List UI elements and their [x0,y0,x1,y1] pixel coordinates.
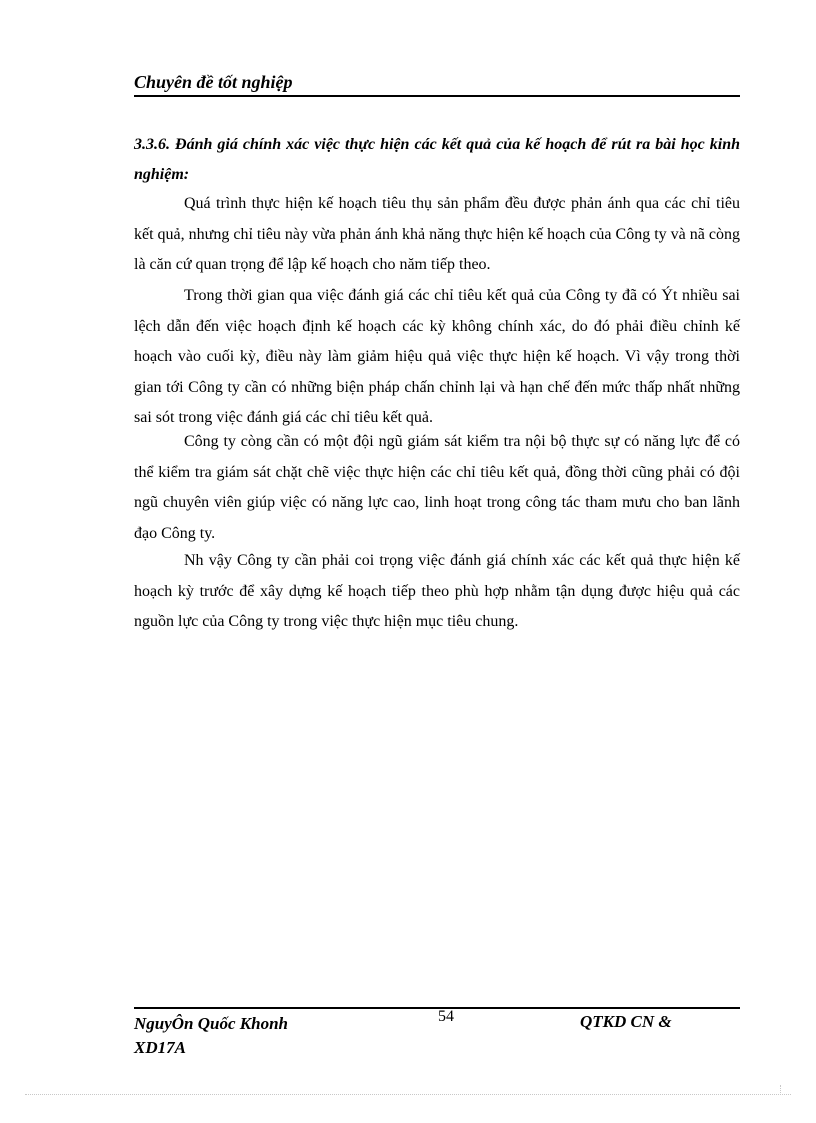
page-header-title: Chuyên đề tốt nghiệp [134,72,293,92]
paragraph-4: Nh vậy Công ty cần phải coi trọng việc đánh giá chính xác các kết quả thực hiện kế hoạch kỳ trước để xây dựng kế hoạch tiếp theo phù hợp nhằm tận dụng được hiệu quả các nguồn lực của Công ty trong việc thực hiện mục tiêu chung. [134,552,740,630]
footer-divider [134,1007,740,1009]
paragraph-2: Trong thời gian qua việc đánh giá các chỉ tiêu kết quả của Công ty đã có Ýt nhiều sai lệch dẫn đến việc hoạch định kế hoạch các kỳ không chính xác, do đó phải điều chỉnh kế hoạch vào cuối kỳ, điều này làm giảm hiệu quả việc thực hiện kế hoạch. Vì vậy trong thời gian tới Công ty cần có những biện pháp chấn chỉnh lại và hạn chế đến mức thấp nhất những sai sót trong việc đánh giá các chỉ tiêu kết quả. [134,287,740,426]
footer-department: QTKD CN & [580,1012,672,1031]
page-corner-mark [780,1085,781,1095]
paragraph-1: Quá trình thực hiện kế hoạch tiêu thụ sản phẩm đều được phản ánh qua các chỉ tiêu kết quả, nhưng chỉ tiêu này vừa phản ánh khả năng thực hiện kế hoạch của Công ty và nã còng là căn cứ quan trọng để lập kế hoạch cho năm tiếp theo. [134,195,740,273]
footer-author-class: XD17A [134,1038,186,1057]
section-heading: 3.3.6. Đánh giá chính xác việc thực hiện các kết quả của kế hoạch để rút ra bài học kinh nghiệm: [134,136,740,183]
footer-author [134,1012,288,1060]
header-divider [134,95,740,97]
paragraph-3: Công ty còng cần có một đội ngũ giám sát kiểm tra nội bộ thực sự có năng lực để có thể kiểm tra giám sát chặt chẽ việc thực hiện các chỉ tiêu kết quả, đồng thời cũng phải có đội ngũ chuyên viên giúp việc có năng lực cao, linh hoạt trong công tác tham mưu cho ban lãnh đạo Công ty. [134,433,740,542]
page-edge-dotted-line [25,1094,791,1095]
footer-author-name: NguyÔn Quốc Khonh [134,1014,288,1033]
page-number: 54 [438,1008,454,1025]
